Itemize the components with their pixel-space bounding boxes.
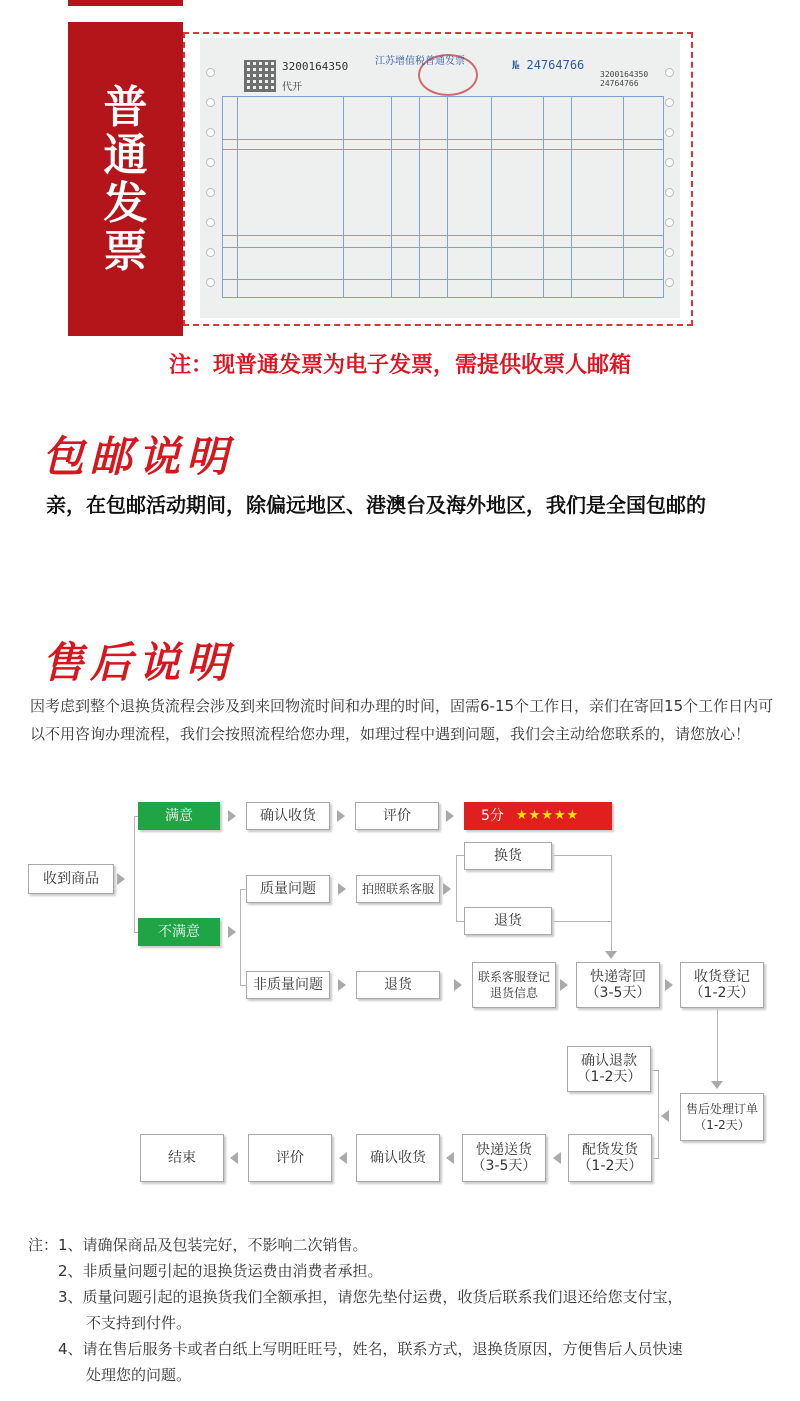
- rating-score: 5分: [481, 808, 504, 824]
- red-top-strip: [68, 0, 183, 6]
- flow-exchange: 换货: [464, 842, 552, 870]
- invoice-number-prefix: №: [512, 58, 520, 72]
- flow-quality-issue: 质量问题: [246, 875, 330, 903]
- flow-ship-goods: [568, 1134, 652, 1182]
- refund-line-1: 确认退款: [581, 1053, 637, 1069]
- qr-code-icon: [244, 60, 276, 92]
- flow-confirm-receipt: 确认收货: [246, 802, 330, 830]
- invoice-number: [512, 58, 584, 72]
- flow-end: 结束: [140, 1134, 224, 1182]
- shipping-heading: 包邮说明: [42, 432, 235, 481]
- refund-line-2: （1-2天）: [576, 1069, 642, 1085]
- flow-received: 收到商品: [28, 864, 114, 894]
- flow-review-2: 评价: [248, 1134, 332, 1182]
- invoice-code: 3200164350: [282, 60, 349, 73]
- ship-back-line-1: 快递寄回: [590, 969, 646, 985]
- process-line-2: （1-2天）: [694, 1118, 750, 1132]
- deliver-line-1: 快递送货: [476, 1142, 532, 1158]
- notes-prefix: 注：: [28, 1236, 59, 1254]
- invoice-note: 注：现普通发票为电子发票，需提供收票人邮箱: [168, 353, 631, 378]
- badge-char-3: 发: [103, 178, 148, 229]
- register-line-2: 退货信息: [489, 986, 538, 1000]
- invoice-daikai: 代开: [282, 82, 302, 93]
- flow-photo-contact: 拍照联系客服: [356, 875, 440, 903]
- flow-process-order: [680, 1093, 764, 1141]
- badge-char-1: 普: [103, 82, 148, 133]
- ship-back-line-2: （3-5天）: [585, 985, 651, 1001]
- receive-line-2: （1-2天）: [689, 985, 755, 1001]
- invoice-image: [200, 38, 680, 318]
- invoice-type-badge: [68, 22, 183, 336]
- flow-review: 评价: [355, 802, 439, 830]
- note-2: 2、非质量问题引起的退换货运费由消费者承担。: [58, 1262, 383, 1280]
- process-line-1: 售后处理订单: [685, 1102, 758, 1116]
- invoice-number-value: 24764766: [526, 58, 585, 72]
- note-3-cont: 不支持到付件。: [86, 1314, 192, 1332]
- ship-goods-line-1: 配货发货: [582, 1142, 638, 1158]
- note-4: 4、请在售后服务卡或者白纸上写明旺旺号，姓名，联系方式，退换货原因，方便售后人员快速: [58, 1340, 683, 1358]
- flow-confirm-receipt-2: 确认收货: [356, 1134, 440, 1182]
- aftersale-body: 因考虑到整个退换货流程会涉及到来回物流时间和办理的时间，固需6-15个工作日，亲们在寄回15个工作日内可以不用咨询办理流程，我们会按照流程给您办理，如理过程中遇到问题，我们会主动给您联系的，请您放心！: [30, 697, 774, 743]
- flow-deliver: [462, 1134, 546, 1182]
- note-3: 3、质量问题引起的退换货我们全额承担，请您先垫付运费，收货后联系我们退还给您支付宝，: [58, 1288, 683, 1306]
- invoice-table: [222, 96, 664, 298]
- flow-non-quality-issue: 非质量问题: [246, 971, 330, 999]
- flow-confirm-refund: [567, 1046, 651, 1092]
- shipping-body: 亲，在包邮活动期间，除偏远地区、港澳台及海外地区，我们是全国包邮的: [46, 493, 706, 517]
- flow-receive-register: [680, 962, 764, 1008]
- flow-unsatisfied: 不满意: [138, 918, 220, 946]
- note-4-cont: 处理您的问题。: [86, 1366, 192, 1384]
- invoice-code-right: 3200164350: [600, 70, 649, 79]
- badge-char-4: 票: [103, 226, 148, 277]
- note-1: 1、请确保商品及包装完好，不影响二次销售。: [58, 1236, 368, 1254]
- deliver-line-2: （3-5天）: [471, 1158, 537, 1174]
- badge-char-2: 通: [103, 130, 148, 181]
- receive-line-1: 收货登记: [694, 969, 750, 985]
- invoice-title: 江苏增值税普通发票: [375, 56, 465, 67]
- flow-register-return: [472, 962, 556, 1008]
- flow-rating: [464, 802, 612, 830]
- flow-ship-back: [576, 962, 660, 1008]
- flow-return-quality: 退货: [464, 907, 552, 935]
- invoice-number-right-value: 24764766: [600, 79, 639, 88]
- ship-goods-line-2: （1-2天）: [577, 1158, 643, 1174]
- invoice-number-right: [600, 70, 648, 88]
- aftersale-notes: [28, 1232, 788, 1388]
- star-rating-icon: ★★★★★: [515, 808, 580, 823]
- register-line-1: 联系客服登记: [477, 970, 550, 984]
- flow-return-non-quality: 退货: [356, 971, 440, 999]
- aftersale-heading: 售后说明: [42, 638, 235, 687]
- flow-satisfied: 满意: [138, 802, 220, 830]
